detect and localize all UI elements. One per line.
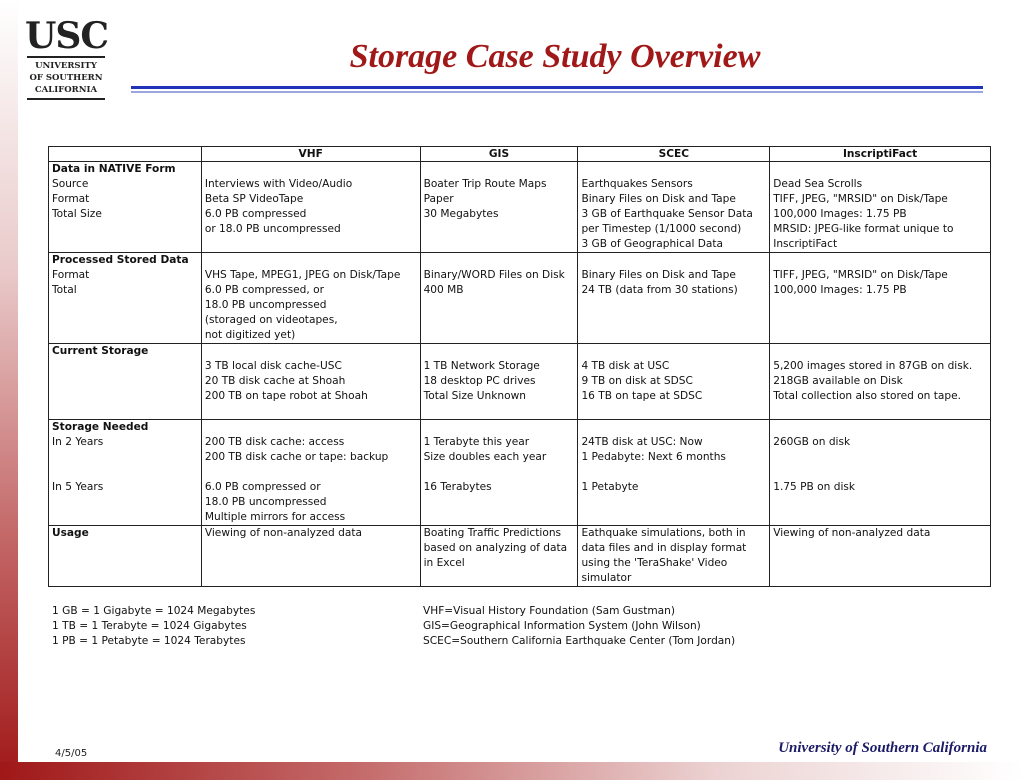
- logo-wordmark: USC: [25, 15, 109, 57]
- gis-cell: [420, 420, 578, 526]
- cell-text: 9 TB on disk at SDSC: [581, 375, 693, 387]
- usc-logo: [25, 15, 109, 105]
- note-line: 1 TB = 1 Terabyte = 1024 Gigabytes: [52, 620, 247, 632]
- left-gradient-bar: [0, 0, 18, 780]
- cell-text: 16 TB on tape at SDSC: [581, 390, 703, 402]
- cell-text: 1.75 PB on disk: [773, 481, 856, 493]
- cell-text: 1 TB Network Storage: [423, 360, 540, 372]
- title-underline: [131, 86, 983, 89]
- cell-text: TIFF, JPEG, "MRSID" on Disk/Tape: [773, 193, 948, 205]
- cell-text: Dead Sea Scrolls: [773, 178, 863, 190]
- section-heading: Data in NATIVE Form: [52, 163, 176, 175]
- logo-line-2: OF SOUTHERN: [29, 73, 103, 83]
- table-row-storage-needed: [49, 420, 991, 526]
- cell-text: in Excel: [423, 557, 465, 569]
- table-row-current-storage: [49, 344, 991, 420]
- vhf-cell: [201, 344, 420, 420]
- cell-text: data files and in display format: [581, 542, 747, 554]
- vhf-cell: [201, 526, 420, 587]
- cell-text: 3 GB of Earthquake Sensor Data: [581, 208, 753, 220]
- inscriptifact-cell: [770, 420, 991, 526]
- cell-text: 18.0 PB uncompressed: [204, 496, 327, 508]
- logo-line-1: UNIVERSITY: [35, 61, 97, 71]
- row-label: Format: [52, 193, 90, 205]
- cell-text: Viewing of non-analyzed data: [773, 527, 931, 539]
- cell-text: Binary/WORD Files on Disk: [423, 269, 565, 281]
- row-label-cell: [49, 526, 202, 587]
- cell-text: 3 GB of Geographical Data: [581, 238, 724, 250]
- note-line: 1 PB = 1 Petabyte = 1024 Terabytes: [52, 635, 246, 647]
- cell-text: Beta SP VideoTape: [204, 193, 304, 205]
- table-row-native: [49, 162, 991, 253]
- cell-text: 24TB disk at USC: Now: [581, 436, 703, 448]
- bottom-gradient-bar: [0, 762, 1023, 780]
- cell-text: Size doubles each year: [423, 451, 547, 463]
- gis-cell: [420, 162, 578, 253]
- cell-text: 200 TB disk cache or tape: backup: [204, 451, 389, 463]
- row-label: Format: [52, 269, 90, 281]
- cell-text: InscriptiFact: [773, 238, 838, 250]
- cell-text: Multiple mirrors for access: [204, 511, 346, 523]
- header-cell-vhf: VHF: [201, 147, 420, 162]
- row-label: Source: [52, 178, 89, 190]
- cell-text: Boater Trip Route Maps: [423, 178, 547, 190]
- inscriptifact-cell: [770, 253, 991, 344]
- cell-text: TIFF, JPEG, "MRSID" on Disk/Tape: [773, 269, 948, 281]
- inscriptifact-cell: [770, 162, 991, 253]
- cell-text: 260GB on disk: [773, 436, 851, 448]
- cell-text: (storaged on videotapes,: [204, 314, 338, 326]
- title-underline-light: [131, 91, 983, 93]
- section-heading: Current Storage: [52, 345, 149, 357]
- scec-cell: [578, 420, 770, 526]
- cell-text: 16 Terabytes: [423, 481, 492, 493]
- scec-cell: [578, 253, 770, 344]
- slide-date: 4/5/05: [55, 748, 88, 759]
- cell-text: VHS Tape, MPEG1, JPEG on Disk/Tape: [204, 269, 401, 281]
- cell-text: 1 Petabyte: [581, 481, 639, 493]
- row-label-cell: [49, 344, 202, 420]
- cell-text: 24 TB (data from 30 stations): [581, 284, 738, 296]
- table-row-usage: [49, 526, 991, 587]
- cell-text: Interviews with Video/Audio: [204, 178, 353, 190]
- header-cell-inscriptifact: InscriptiFact: [770, 147, 991, 162]
- cell-text: 218GB available on Disk: [773, 375, 903, 387]
- cell-text: Boating Traffic Predictions: [423, 527, 562, 539]
- row-label-cell: [49, 162, 202, 253]
- note-line: GIS=Geographical Information System (John Wilson): [423, 620, 701, 632]
- cell-text: or 18.0 PB uncompressed: [204, 223, 341, 235]
- cell-text: using the 'TeraShake' Video: [581, 557, 728, 569]
- logo-line-3: CALIFORNIA: [34, 85, 98, 95]
- cell-text: simulator: [581, 572, 632, 584]
- gis-cell: [420, 344, 578, 420]
- scec-cell: [578, 526, 770, 587]
- gis-cell: [420, 526, 578, 587]
- cell-text: 1 Terabyte this year: [423, 436, 530, 448]
- row-label: Total: [52, 284, 77, 296]
- cell-text: MRSID: JPEG-like format unique to: [773, 223, 954, 235]
- cell-text: Total Size Unknown: [423, 390, 526, 402]
- vhf-cell: [201, 253, 420, 344]
- cell-text: 6.0 PB compressed, or: [204, 284, 324, 296]
- note-line: VHF=Visual History Foundation (Sam Gustman): [423, 605, 676, 617]
- cell-text: 400 MB: [423, 284, 464, 296]
- gis-cell: [420, 253, 578, 344]
- logo-rule: [27, 98, 105, 100]
- cell-text: 6.0 PB compressed: [204, 208, 307, 220]
- cell-text: 4 TB disk at USC: [581, 360, 670, 372]
- cell-text: Eathquake simulations, both in: [581, 527, 746, 539]
- table-row-processed: [49, 253, 991, 344]
- cell-text: 100,000 Images: 1.75 PB: [773, 284, 907, 296]
- cell-text: 1 Pedabyte: Next 6 months: [581, 451, 726, 463]
- unit-notes: [52, 604, 255, 649]
- cell-text: 30 Megabytes: [423, 208, 499, 220]
- row-label-cell: [49, 420, 202, 526]
- cell-text: based on analyzing of data: [423, 542, 568, 554]
- cell-text: Paper: [423, 193, 454, 205]
- inscriptifact-cell: [770, 526, 991, 587]
- section-heading: Usage: [52, 527, 89, 539]
- storage-table: [48, 146, 991, 587]
- row-label: In 5 Years: [52, 481, 104, 493]
- header-cell-scec: SCEC: [578, 147, 770, 162]
- note-line: 1 GB = 1 Gigabyte = 1024 Megabytes: [52, 605, 256, 617]
- cell-text: 20 TB disk cache at Shoah: [204, 375, 346, 387]
- header-cell-empty: [49, 147, 202, 162]
- cell-text: 200 TB disk cache: access: [204, 436, 345, 448]
- cell-text: Binary Files on Disk and Tape: [581, 269, 736, 281]
- cell-text: not digitized yet): [204, 329, 296, 341]
- slide-title: Storage Case Study Overview: [349, 38, 761, 75]
- cell-text: Binary Files on Disk and Tape: [581, 193, 736, 205]
- section-heading: Storage Needed: [52, 421, 149, 433]
- cell-text: 100,000 Images: 1.75 PB: [773, 208, 907, 220]
- cell-text: 18 desktop PC drives: [423, 375, 536, 387]
- cell-text: Viewing of non-analyzed data: [204, 527, 362, 539]
- vhf-cell: [201, 420, 420, 526]
- table-header-row: [49, 147, 991, 162]
- row-label-cell: [49, 253, 202, 344]
- cell-text: 18.0 PB uncompressed: [204, 299, 327, 311]
- scec-cell: [578, 344, 770, 420]
- row-label: In 2 Years: [52, 436, 104, 448]
- vhf-cell: [201, 162, 420, 253]
- cell-text: 6.0 PB compressed or: [204, 481, 321, 493]
- section-heading: Processed Stored Data: [52, 254, 189, 266]
- cell-text: 5,200 images stored in 87GB on disk.: [773, 360, 973, 372]
- cell-text: per Timestep (1/1000 second): [581, 223, 742, 235]
- header-cell-gis: GIS: [420, 147, 578, 162]
- note-line: SCEC=Southern California Earthquake Center (Tom Jordan): [423, 635, 736, 647]
- cell-text: 3 TB local disk cache-USC: [204, 360, 342, 372]
- cell-text: Total collection also stored on tape.: [773, 390, 962, 402]
- cell-text: Earthquakes Sensors: [581, 178, 693, 190]
- scec-cell: [578, 162, 770, 253]
- footer-university: University of Southern California: [778, 740, 987, 756]
- abbreviation-notes: [423, 604, 735, 649]
- cell-text: 200 TB on tape robot at Shoah: [204, 390, 368, 402]
- inscriptifact-cell: [770, 344, 991, 420]
- row-label: Total Size: [52, 208, 102, 220]
